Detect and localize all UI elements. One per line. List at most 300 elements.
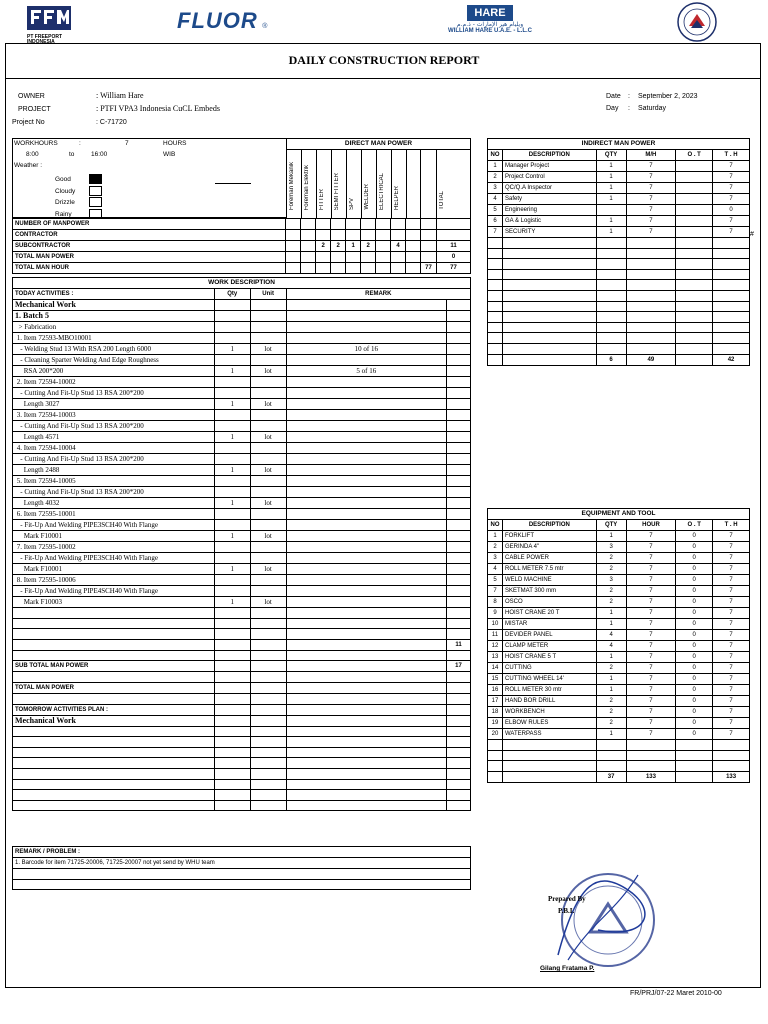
direct-column-header [361, 150, 376, 219]
work-qty [214, 661, 250, 672]
equipment-cell: 7 [713, 619, 750, 630]
indirect-cell: 7 [713, 194, 750, 205]
indirect-blank-cell [596, 248, 626, 259]
equipment-row-blank [488, 740, 750, 751]
equipment-cell: 0 [676, 696, 713, 707]
indirect-blank-cell [596, 343, 626, 354]
work-unit [250, 520, 286, 531]
work-blank-cell [214, 768, 250, 779]
equipment-cell: CLAMP METER [502, 641, 596, 652]
work-total [447, 715, 471, 726]
direct-column-header [391, 150, 406, 219]
work-unit: lot [250, 399, 286, 410]
work-description: Mechanical Work [13, 300, 215, 311]
equipment-blank-cell [713, 750, 750, 761]
work-description: Mechanical Work [13, 715, 215, 726]
equipment-row [488, 674, 750, 685]
work-qty [214, 575, 250, 586]
work-blank-cell [447, 768, 471, 779]
work-unit [250, 421, 286, 432]
equipment-row [488, 564, 750, 575]
indirect-blank-cell [626, 269, 676, 280]
direct-cell [316, 263, 331, 274]
work-row [13, 553, 471, 564]
work-blank-cell [250, 758, 286, 769]
work-remark [286, 531, 446, 542]
work-blank-cell [214, 737, 250, 748]
indirect-cell: Engineering [502, 205, 596, 216]
equipment-cell: 7 [713, 542, 750, 553]
direct-cell [301, 252, 316, 263]
work-qty: 1 [214, 564, 250, 575]
work-row [13, 639, 471, 650]
equipment-cell: CUTTING [502, 663, 596, 674]
work-qty [214, 542, 250, 553]
work-unit [250, 661, 286, 672]
indirect-cell [676, 161, 713, 172]
equipment-row [488, 641, 750, 652]
work-remark [286, 682, 446, 693]
indirect-blank-cell [676, 301, 713, 312]
weather-checkbox[interactable] [89, 174, 102, 184]
equipment-cell: 2 [596, 663, 626, 674]
work-row [13, 355, 471, 366]
direct-manpower-row [13, 252, 471, 263]
day-value: Saturday [638, 105, 667, 112]
indirect-cell: 0 [713, 205, 750, 216]
direct-cell [376, 219, 391, 230]
work-remark [286, 629, 446, 640]
direct-cell [346, 252, 361, 263]
equipment-cell: 7 [626, 619, 676, 630]
work-description: 7. Item 72595-10002 [13, 542, 215, 553]
work-qty [214, 322, 250, 333]
work-total [447, 629, 471, 640]
indirect-row [488, 172, 750, 183]
equipment-cell: 7 [713, 652, 750, 663]
work-unit [250, 608, 286, 619]
work-row [13, 715, 471, 726]
indirect-blank-cell [502, 301, 596, 312]
work-blank-cell [286, 726, 446, 737]
work-blank-cell [214, 800, 250, 811]
equipment-cell: 2 [596, 696, 626, 707]
equipment-cell: 0 [676, 729, 713, 740]
work-qty [214, 629, 250, 640]
equipment-row-blank [488, 761, 750, 772]
work-blank-cell [447, 758, 471, 769]
date-colon: : [628, 93, 630, 100]
company-stamp-icon [538, 860, 668, 975]
indirect-cell: 3 [488, 183, 503, 194]
indirect-cell: GA & Logistic [502, 216, 596, 227]
work-total: 11 [447, 639, 471, 650]
equipment-row [488, 729, 750, 740]
equipment-blank-cell [596, 750, 626, 761]
indirect-header-row [488, 150, 750, 161]
hare-logo-badge: HARE [467, 5, 512, 21]
equipment-cell: 16 [488, 685, 503, 696]
equipment-total-cell [676, 771, 713, 782]
work-description-table [12, 277, 471, 811]
equipment-cell: ELBOW RULES [502, 718, 596, 729]
direct-cell: 0 [436, 252, 470, 263]
indirect-blank-cell [626, 290, 676, 301]
work-total [447, 650, 471, 661]
work-total [447, 465, 471, 476]
indirect-blank-cell [713, 343, 750, 354]
work-unit: lot [250, 432, 286, 443]
indirect-blank-cell [596, 322, 626, 333]
work-qty [214, 421, 250, 432]
indirect-row-blank [488, 290, 750, 301]
equipment-cell: 20 [488, 729, 503, 740]
work-unit [250, 333, 286, 344]
equipment-total-cell: 133 [713, 771, 750, 782]
equipment-cell: 17 [488, 696, 503, 707]
indirect-blank-cell [713, 248, 750, 259]
work-total [447, 672, 471, 683]
work-unit [250, 586, 286, 597]
direct-manpower-row [13, 219, 471, 230]
work-blank-cell [250, 747, 286, 758]
work-remark [286, 465, 446, 476]
work-blank-cell [13, 747, 215, 758]
equipment-cell: 7 [626, 531, 676, 542]
work-unit [250, 476, 286, 487]
work-description: 2. Item 72594-10002 [13, 377, 215, 388]
indirect-blank-cell [488, 333, 503, 344]
work-qty [214, 333, 250, 344]
equipment-cell: HAND BOR DRILL [502, 696, 596, 707]
equipment-cell: 1 [596, 685, 626, 696]
indirect-blank-cell [596, 259, 626, 270]
work-row [13, 661, 471, 672]
direct-manpower-row [13, 263, 471, 274]
equipment-total-cell [502, 771, 596, 782]
equipment-cell: 3 [488, 553, 503, 564]
equipment-cell: 7 [713, 630, 750, 641]
indirect-blank-cell [626, 238, 676, 249]
work-row [13, 618, 471, 629]
equipment-blank-cell [502, 750, 596, 761]
equipment-cell: 1 [596, 674, 626, 685]
indirect-cell: 7 [713, 183, 750, 194]
work-total [447, 608, 471, 619]
equipment-blank-cell [713, 740, 750, 751]
equipment-cell: 19 [488, 718, 503, 729]
work-qty: 1 [214, 597, 250, 608]
pandu-logo [677, 2, 717, 47]
equipment-cell: 2 [596, 564, 626, 575]
equipment-blank-cell [626, 750, 676, 761]
work-total [447, 432, 471, 443]
weather-option [55, 174, 102, 186]
work-remark [286, 355, 446, 366]
weather-option-label: Cloudy [55, 187, 76, 195]
equipment-cell: HOIST CRANE 5 T [502, 652, 596, 663]
direct-cell [406, 241, 421, 252]
indirect-header-cell: DESCRIPTION [502, 150, 596, 161]
work-row [13, 682, 471, 693]
direct-cell [406, 252, 421, 263]
direct-cell [316, 252, 331, 263]
indirect-blank-cell [488, 312, 503, 323]
indirect-blank-cell [676, 280, 713, 291]
direct-column-label: TOTAL [439, 191, 446, 210]
direct-cell [376, 252, 391, 263]
direct-cell [301, 230, 316, 241]
work-blank-cell [286, 768, 446, 779]
indirect-header-cell: NO [488, 150, 503, 161]
equipment-cell: 11 [488, 630, 503, 641]
indirect-blank-cell [488, 280, 503, 291]
indirect-row-blank [488, 269, 750, 280]
work-row [13, 586, 471, 597]
work-unit [250, 575, 286, 586]
indirect-row-blank [488, 259, 750, 270]
indirect-cell: 7 [713, 172, 750, 183]
direct-cell [420, 241, 436, 252]
work-row [13, 333, 471, 344]
equipment-cell: 7 [713, 586, 750, 597]
equipment-cell: 4 [596, 641, 626, 652]
direct-cell [391, 263, 406, 274]
indirect-cell: 2 [488, 172, 503, 183]
work-unit: lot [250, 531, 286, 542]
indirect-blank-cell [502, 238, 596, 249]
work-blank-cell [250, 779, 286, 790]
work-remark [286, 553, 446, 564]
work-row [13, 443, 471, 454]
today-activities-header: TODAY ACTIVITIES : [13, 289, 215, 300]
work-row [13, 704, 471, 715]
work-blank-cell [214, 726, 250, 737]
weather-option [55, 197, 102, 209]
equipment-header-cell: NO [488, 520, 503, 531]
indirect-row [488, 216, 750, 227]
weather-checkbox[interactable] [89, 186, 102, 196]
equipment-cell: 7 [713, 597, 750, 608]
direct-column-header [331, 150, 346, 219]
work-unit [250, 693, 286, 704]
indirect-header-cell: M/H [626, 150, 676, 161]
weather-checkbox[interactable] [89, 197, 102, 207]
work-total [447, 410, 471, 421]
work-row [13, 672, 471, 683]
equipment-cell: 7 [626, 685, 676, 696]
work-row [13, 575, 471, 586]
direct-cell [286, 241, 301, 252]
equipment-cell: 0 [676, 619, 713, 630]
indirect-blank-cell [626, 312, 676, 323]
direct-column-header [376, 150, 391, 219]
direct-manpower-title: DIRECT MAN POWER [287, 139, 471, 150]
work-remark [286, 322, 446, 333]
equipment-cell: 0 [676, 685, 713, 696]
equipment-row [488, 553, 750, 564]
direct-cell [361, 230, 376, 241]
work-row-blank [13, 726, 471, 737]
indirect-cell: 7 [626, 205, 676, 216]
indirect-cell: 1 [596, 161, 626, 172]
equipment-cell: 0 [676, 531, 713, 542]
direct-cell [406, 263, 421, 274]
work-remark [286, 618, 446, 629]
work-total [447, 498, 471, 509]
direct-cell [436, 230, 470, 241]
equipment-row [488, 619, 750, 630]
weather-option [55, 186, 102, 198]
work-total [447, 542, 471, 553]
work-description: Length 2488 [13, 465, 215, 476]
work-remark [286, 704, 446, 715]
hare-logo [435, 3, 545, 41]
direct-cell [436, 219, 470, 230]
work-row [13, 366, 471, 377]
indirect-row-blank [488, 248, 750, 259]
work-remark [286, 476, 446, 487]
date-label: Date [606, 93, 621, 100]
equipment-cell: 7 [713, 696, 750, 707]
work-total [447, 553, 471, 564]
equipment-cell: 7 [713, 685, 750, 696]
equipment-cell: 7 [713, 729, 750, 740]
indirect-blank-cell [713, 290, 750, 301]
work-description: 6. Item 72595-10001 [13, 509, 215, 520]
work-total [447, 509, 471, 520]
work-qty [214, 608, 250, 619]
project-no-row [12, 116, 220, 129]
report-title: DAILY CONSTRUCTION REPORT [288, 53, 480, 67]
date-info [606, 91, 698, 115]
work-row [13, 311, 471, 322]
work-remark [286, 608, 446, 619]
direct-cell: 2 [361, 241, 376, 252]
work-qty [214, 553, 250, 564]
direct-cell [406, 219, 421, 230]
work-row [13, 432, 471, 443]
equipment-cell: 2 [596, 718, 626, 729]
indirect-cell: QC/Q.A Inspector [502, 183, 596, 194]
work-unit [250, 629, 286, 640]
direct-cell [391, 219, 406, 230]
direct-row-label: TOTAL MAN HOUR [13, 263, 286, 274]
equipment-cell: 7 [713, 531, 750, 542]
equipment-blank-cell [502, 761, 596, 772]
indirect-total-cell [676, 354, 713, 365]
equipment-cell: 8 [488, 597, 503, 608]
weather-line [215, 183, 251, 184]
indirect-cell: 1 [488, 161, 503, 172]
signature-block [538, 860, 668, 980]
hare-logo-arabic: ويليام هير الإمارات - ذ.م.م [456, 21, 524, 28]
indirect-blank-cell [626, 248, 676, 259]
direct-cell [331, 230, 346, 241]
equipment-title: EQUIPMENT AND TOOL [488, 509, 750, 520]
equipment-total-cell: 37 [596, 771, 626, 782]
work-total [447, 476, 471, 487]
work-remark [286, 672, 446, 683]
direct-cell [361, 219, 376, 230]
work-blank-cell [13, 726, 215, 737]
work-description: - Fit-Up And Welding PIPE3SCH40 With Flange [13, 520, 215, 531]
equipment-cell: 7 [626, 718, 676, 729]
equipment-header-cell: O . T [676, 520, 713, 531]
title-divider [5, 78, 761, 79]
equipment-cell: 0 [676, 718, 713, 729]
work-qty: 1 [214, 399, 250, 410]
hare-logo-name: WILLIAM HARE U.A.E. - L.L.C [448, 28, 532, 34]
work-remark [286, 586, 446, 597]
work-description: Length 4032 [13, 498, 215, 509]
work-total [447, 597, 471, 608]
work-row [13, 509, 471, 520]
equipment-cell: 7 [713, 674, 750, 685]
work-row [13, 344, 471, 355]
indirect-blank-cell [626, 343, 676, 354]
direct-column-label: SEMI FITTER [333, 172, 340, 210]
indirect-cell: Manager Project [502, 161, 596, 172]
work-row-blank [13, 779, 471, 790]
work-blank-cell [250, 800, 286, 811]
indirect-blank-cell [502, 269, 596, 280]
work-description: Mark F10003 [13, 597, 215, 608]
work-description: Mark F10001 [13, 531, 215, 542]
equipment-row [488, 663, 750, 674]
indirect-cell: Project Control [502, 172, 596, 183]
equipment-cell: 18 [488, 707, 503, 718]
work-row [13, 564, 471, 575]
remark-blank-2 [13, 879, 471, 890]
direct-cell [286, 252, 301, 263]
equipment-cell: 0 [676, 630, 713, 641]
indirect-cell: 1 [596, 172, 626, 183]
work-blank-cell [286, 800, 446, 811]
equipment-total-cell: 133 [626, 771, 676, 782]
equipment-cell: 7 [713, 641, 750, 652]
work-blank-cell [447, 737, 471, 748]
work-remark [286, 693, 446, 704]
direct-cell [361, 252, 376, 263]
work-total [447, 454, 471, 465]
work-blank-cell [13, 790, 215, 801]
workhours-to: to [69, 151, 75, 158]
work-row-blank [13, 768, 471, 779]
remark-header: REMARK [286, 289, 470, 300]
equipment-cell: 0 [676, 553, 713, 564]
indirect-blank-cell [488, 259, 503, 270]
work-unit [250, 377, 286, 388]
work-qty [214, 311, 250, 322]
work-description: 8. Item 72595-10006 [13, 575, 215, 586]
equipment-row [488, 575, 750, 586]
direct-cell [346, 263, 361, 274]
equipment-cell: 5 [488, 575, 503, 586]
indirect-cell: 7 [713, 216, 750, 227]
equipment-cell: 1 [596, 619, 626, 630]
equipment-cell: 7 [626, 696, 676, 707]
direct-cell [286, 219, 301, 230]
work-description: 4. Item 72594-10004 [13, 443, 215, 454]
direct-cell [301, 219, 316, 230]
work-description [13, 629, 215, 640]
work-qty [214, 410, 250, 421]
work-qty [214, 355, 250, 366]
indirect-cell: 7 [626, 227, 676, 238]
indirect-cell [676, 205, 713, 216]
work-description: Length 3027 [13, 399, 215, 410]
